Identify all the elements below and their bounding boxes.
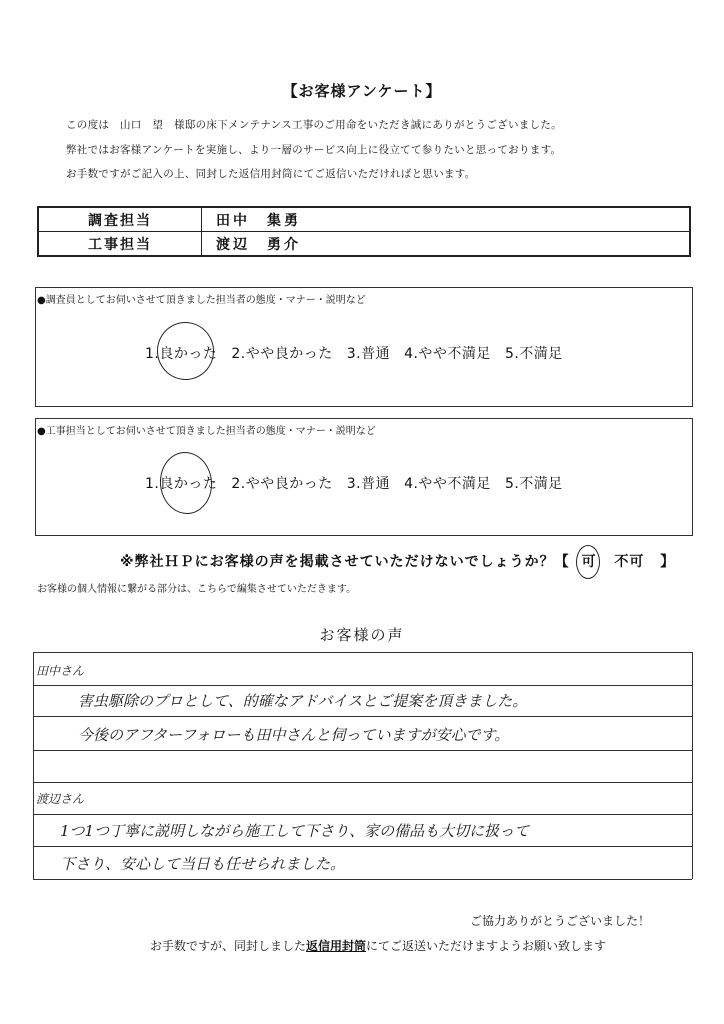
q1-option-3[interactable]: 3.普通 (346, 346, 391, 362)
intro-line-3: お手数ですがご記入の上、同封した返信用封筒にてご返信いただければと思います。 (66, 168, 476, 180)
page-title: 【お客様アンケート】 (282, 82, 442, 100)
hp-no-option[interactable]: 不可 (614, 554, 645, 570)
survey-staff-name[interactable]: 田中 集勇 (202, 207, 691, 232)
hp-yes-circle (576, 545, 600, 579)
voice-rule (33, 814, 692, 815)
q1-option-4[interactable]: 4.やや不満足 (404, 346, 491, 362)
voice-line-3: 今後のアフターフォローも田中さんと伺っていますが安心です。 (78, 726, 510, 744)
q1-option-1[interactable]: 1.良かった (145, 346, 218, 362)
q1-option-5[interactable]: 5.不満足 (504, 346, 563, 362)
voice-border-right (692, 652, 693, 879)
voice-rule-top (33, 652, 692, 653)
q2-option-3[interactable]: 3.普通 (346, 476, 391, 492)
question-2-label: ●工事担当としてお伺いさせて頂きました担当者の態度・マナー・説明など (37, 426, 376, 437)
survey-staff-label: 調査担当 (38, 207, 202, 232)
voice-rule (33, 846, 692, 847)
survey-staff-row (38, 207, 690, 232)
hp-yes-option[interactable]: 可 (581, 554, 597, 570)
work-staff-row (38, 232, 690, 257)
q2-option-5[interactable]: 5.不満足 (504, 476, 563, 492)
voice-rule (33, 685, 692, 686)
work-staff-name[interactable]: 渡辺 勇介 (202, 232, 691, 257)
hp-privacy-note: お客様の個人情報に繋がる部分は、こちらで編集させていただきます。 (37, 584, 357, 595)
staff-table (37, 206, 691, 257)
voice-rule (33, 782, 692, 783)
intro-line-1: この度は 山口 望 様邸の床下メンテナンス工事のご用命をいただき誠にありがとうございました。 (66, 119, 562, 131)
voice-line-7: 下さり、安心して当日も任せられました。 (60, 855, 346, 873)
voice-rule (33, 750, 692, 751)
voice-border-left (33, 652, 34, 879)
closing-thanks: ご協力ありがとうございました！ (470, 914, 651, 928)
return-envelope-text: 返信用封筒 (306, 939, 367, 953)
hp-question-text: ※弊社ＨＰにお客様の声を掲載させていただけないでしょうか？【 (120, 554, 570, 570)
q2-option-2[interactable]: 2.やや良かった (231, 476, 333, 492)
voice-rule-bottom (33, 879, 692, 880)
voice-line-6: 1つ1つ丁寧に説明しながら施工して下さり、家の備品も大切に扱って (60, 822, 530, 840)
q2-option-4[interactable]: 4.やや不満足 (404, 476, 491, 492)
q2-option-1[interactable]: 1.良かった (145, 476, 218, 492)
hp-close-bracket: 】 (660, 554, 676, 570)
work-staff-label: 工事担当 (38, 232, 202, 257)
voice-section-title: お客様の声 (319, 626, 405, 644)
closing-footer (150, 937, 606, 954)
voice-line-2: 害虫駆除のプロとして、的確なアドバイスとご提案を頂きました。 (78, 692, 528, 710)
voice-line-5: 渡辺さん (36, 792, 85, 806)
footer-text-pre: お手数ですが、同封しました (150, 939, 307, 953)
intro-line-2: 弊社ではお客様アンケートを実施し、より一層のサービス向上に役立てて参りたいと思っております。 (66, 144, 562, 156)
voice-rule (33, 716, 692, 717)
voice-line-1: 田中さん (36, 664, 85, 678)
footer-text-post: にてご返送いただけますようお願い致します (366, 939, 607, 953)
q1-option-2[interactable]: 2.やや良かった (231, 346, 333, 362)
question-1-label: ●調査員としてお伺いさせて頂きました担当者の態度・マナー・説明など (37, 295, 366, 306)
